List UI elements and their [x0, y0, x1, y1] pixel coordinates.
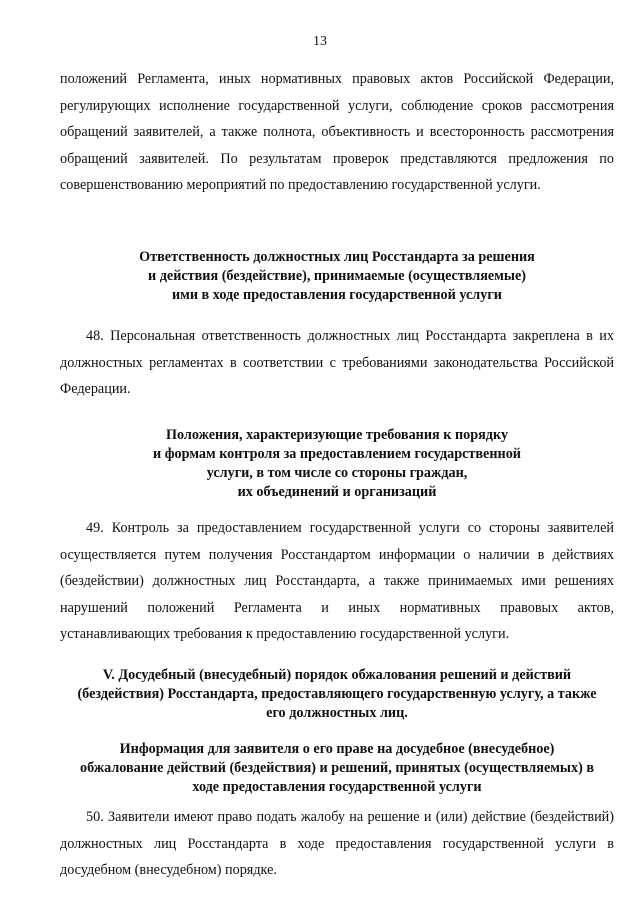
section-heading-control-requirements [60, 426, 614, 502]
paragraph-continuation [60, 66, 614, 199]
paragraph-text: 49. Контроль за предоставлением государственной услуги со стороны заявителей осуществляется путем получения Росстандартом информации о наличии в действиях (бездействии) должностных лиц Росстандарта, а также принимаемых ими решениях нарушений положений Регламента и иных нормативных правовых актов, устанавливающих требования к предоставлению государственной услуги. [60, 520, 614, 642]
page-number: 13 [313, 34, 327, 49]
heading-line: Информация для заявителя о его праве на досудебное (внесудебное) [119, 741, 555, 757]
paragraph-49 [60, 515, 614, 648]
heading-line: ими в ходе предоставления государственной услуги [172, 287, 502, 303]
heading-line: услуги, в том числе со стороны граждан, [206, 465, 468, 481]
heading-line: ходе предоставления государственной услуги [192, 779, 482, 795]
section-heading-appeal-info [60, 740, 614, 797]
heading-line: и формам контроля за предоставлением государственной [153, 446, 521, 462]
heading-line: обжалование действий (бездействия) и решений, принятых (осуществляемых) в [79, 760, 595, 776]
heading-line: Ответственность должностных лиц Росстандарта за решения [139, 249, 535, 265]
paragraph-text: 50. Заявители имеют право подать жалобу на решение и (или) действие (бездействий) должностных лиц Росстандарта в ходе предоставления государственной услуги в досудебном (внесудебном) порядке. [60, 809, 614, 878]
chapter-heading-v [60, 666, 614, 723]
heading-line: Положения, характеризующие требования к порядку [165, 427, 509, 443]
heading-line: (бездействия) Росстандарта, предоставляющего государственную услугу, а также [77, 686, 597, 702]
paragraph-50 [60, 804, 614, 884]
heading-line: V. Досудебный (внесудебный) порядок обжалования решений и действий [102, 667, 572, 683]
paragraph-text: положений Регламента, иных нормативных правовых актов Российской Федерации, регулирующих исполнение государственной услуги, соблюдение сроков рассмотрения обращений заявителей, а также полнота, объективность и всесторонность рассмотрения обращений заявителей. По результатам проверок представляются предложения по совершенствованию мероприятий по предоставлению государственной услуги. [60, 71, 614, 193]
paragraph-48 [60, 323, 614, 403]
section-heading-responsibility [60, 248, 614, 305]
paragraph-text: 48. Персональная ответственность должностных лиц Росстандарта закреплена в их должностных регламентах в соответствии с требованиями законодательства Российской Федерации. [60, 328, 614, 397]
heading-line: их объединений и организаций [237, 484, 437, 500]
heading-line: его должностных лиц. [266, 705, 408, 721]
heading-line: и действия (бездействие), принимаемые (осуществляемые) [148, 268, 526, 284]
